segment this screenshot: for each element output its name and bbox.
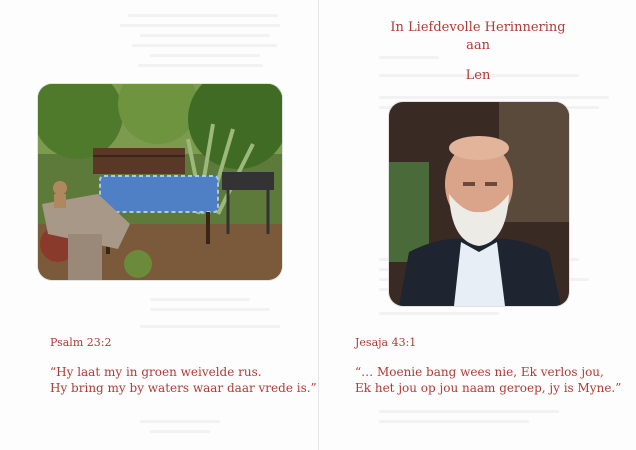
bleed-through-text	[379, 420, 529, 423]
deceased-name: Len	[465, 68, 491, 83]
right-page	[318, 0, 636, 450]
bleed-through-text	[140, 34, 270, 37]
bleed-through-text	[120, 24, 280, 27]
header-in-memory: In Liefdevolle Herinnering	[390, 20, 566, 35]
scripture-reference: Psalm 23:2	[50, 336, 112, 349]
bleed-through-text	[379, 96, 609, 99]
scripture-reference: Jesaja 43:1	[355, 336, 417, 349]
bleed-through-text	[379, 312, 499, 315]
verse-line-2: Hy bring my by waters waar daar vrede is.”	[50, 381, 317, 395]
bleed-through-text	[150, 430, 210, 433]
verse-line-1: “Hy laat my in groen weivelde rus.	[50, 365, 262, 379]
portrait-photo-icon	[389, 102, 569, 306]
bleed-through-text	[150, 298, 250, 301]
bleed-through-text	[150, 54, 260, 57]
garden-bench-photo-icon	[38, 84, 282, 280]
bleed-through-text	[140, 420, 220, 423]
bleed-through-text	[128, 14, 278, 17]
header-aan: aan	[466, 38, 490, 53]
verse-line-2: Ek het jou op jou naam geroep, jy is Myne.”	[355, 381, 622, 395]
bleed-through-text	[132, 44, 277, 47]
bleed-through-text	[379, 410, 559, 413]
garden-bench-photo	[38, 84, 282, 280]
bleed-through-text	[140, 325, 280, 328]
bleed-through-text	[150, 308, 270, 311]
verse-line-1: “… Moenie bang wees nie, Ek verlos jou,	[355, 365, 604, 379]
bleed-through-text	[138, 64, 263, 67]
bleed-through-text	[379, 56, 439, 59]
portrait-photo	[389, 102, 569, 306]
